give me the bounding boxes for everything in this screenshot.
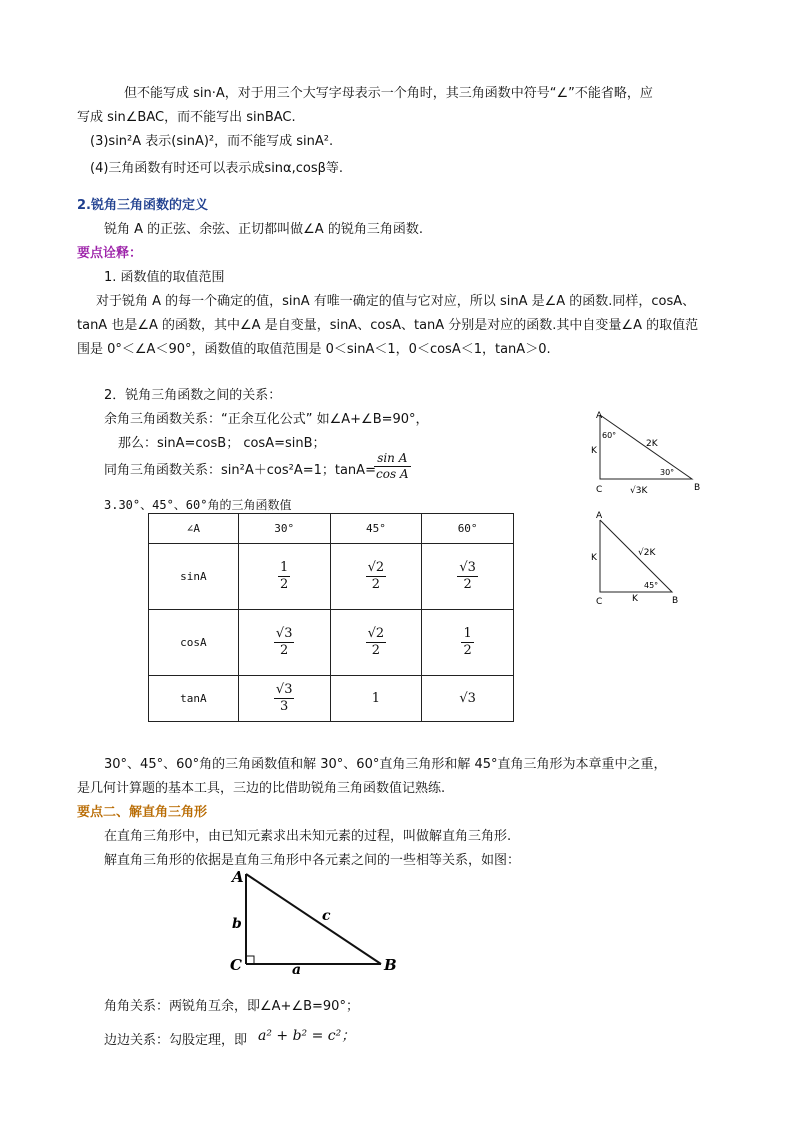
table-header-row xyxy=(149,514,514,544)
angle-b-label: 30° xyxy=(660,468,675,477)
vertex-c-label: C xyxy=(596,597,603,607)
table-header-cell: 45° xyxy=(330,514,422,544)
sub-heading: 1. 函数值的取值范围 xyxy=(104,270,225,285)
frac-den: 2 xyxy=(463,643,472,658)
frac-num: √2 xyxy=(366,626,387,643)
table-cell: √3 xyxy=(422,676,514,722)
vertex-b-label: B xyxy=(384,956,397,974)
vertex-b-label: B xyxy=(694,483,701,493)
row-label: tanA xyxy=(149,676,239,722)
table-cell xyxy=(238,544,330,610)
text-line: 是几何计算题的基本工具，三边的比借助锐角三角函数值记熟练. xyxy=(77,781,446,796)
leg-label: K xyxy=(591,553,597,563)
table-header-cell: 60° xyxy=(422,514,514,544)
text-line: 角角关系：两锐角互余，即∠A+∠B=90°； xyxy=(104,999,359,1014)
text-line: 解直角三角形的依据是直角三角形中各元素之间的一些相等关系，如图： xyxy=(104,853,521,868)
leg-label: K xyxy=(591,446,597,456)
pythagorean-formula: a² + b² = c²； xyxy=(258,1028,356,1044)
frac-num: √3 xyxy=(274,682,295,699)
text-line: 同角三角函数关系：sin²A＋cos²A=1；tanA= xyxy=(104,463,376,478)
section-heading: 2.锐角三角函数的定义 xyxy=(77,198,208,213)
table-cell xyxy=(422,610,514,676)
triangle-45-45-90 xyxy=(588,508,688,608)
text-line: (4)三角函数有时还可以表示成sinα,cosβ等. xyxy=(90,161,344,176)
side-a-label: a xyxy=(292,962,302,978)
text-line: (3)sin²A 表示(sinA)²，而不能写成 sinA². xyxy=(90,134,334,149)
hypotenuse-label: 2K xyxy=(646,439,658,449)
text-line: 那么：sinA=cosB； cosA=sinB； xyxy=(118,436,326,451)
section-heading: 要点二、解直角三角形 xyxy=(77,805,208,820)
frac-num: 1 xyxy=(278,560,290,577)
tan-numerator: sin A xyxy=(374,451,411,467)
table-row xyxy=(149,610,514,676)
frac-num: √2 xyxy=(366,560,387,577)
triangle-30-60-90 xyxy=(588,405,708,500)
right-triangle-abc xyxy=(226,866,406,978)
vertex-a-label: A xyxy=(596,511,603,521)
table-cell xyxy=(238,676,330,722)
text-line: tanA 也是∠A 的函数，其中∠A 是自变量，sinA、cosA、tanA 分别是对应的函数.其中自变量∠A 的取值范 xyxy=(77,318,699,333)
text-line: 锐角 A 的正弦、余弦、正切都叫做∠A 的锐角三角函数. xyxy=(104,222,423,237)
text-line: 写成 sin∠BAC，而不能写出 sinBAC. xyxy=(77,110,296,125)
table-row xyxy=(149,544,514,610)
table-cell xyxy=(330,610,422,676)
vertex-b-label: B xyxy=(672,596,679,606)
table-cell xyxy=(422,544,514,610)
frac-num: √3 xyxy=(274,626,295,643)
vertex-a-label: A xyxy=(232,868,244,886)
row-label: sinA xyxy=(149,544,239,610)
hypotenuse-label: √2K xyxy=(638,548,656,558)
text-line: 在直角三角形中，由已知元素求出未知元素的过程，叫做解直角三角形. xyxy=(104,829,512,844)
sub-heading: 2．锐角三角函数之间的关系： xyxy=(104,388,282,403)
vertex-a-label: A xyxy=(596,411,603,421)
text-line: 边边关系：勾股定理，即 xyxy=(104,1033,248,1048)
table-cell xyxy=(330,544,422,610)
side-c-label: c xyxy=(322,908,331,924)
trig-value-table xyxy=(148,513,514,722)
sub-heading: 3.30°、45°、60°角的三角函数值 xyxy=(104,498,292,512)
tan-fraction xyxy=(374,451,411,482)
text-line: 但不能写成 sin·A，对于用三个大写字母表示一个角时，其三角函数中符号“∠”不能省略，应 xyxy=(124,86,653,101)
table-cell: 1 xyxy=(330,676,422,722)
frac-den: 2 xyxy=(463,577,472,592)
table-header-cell: ∠A xyxy=(149,514,239,544)
base-label: √3K xyxy=(630,486,648,496)
table-header-cell: 30° xyxy=(238,514,330,544)
text-line: 30°、45°、60°角的三角函数值和解 30°、60°直角三角形和解 45°直角三角形为本章重中之重， xyxy=(104,757,667,772)
note-heading: 要点诠释： xyxy=(77,246,143,261)
side-b-label: b xyxy=(232,916,242,932)
angle-a-label: 60° xyxy=(602,431,617,440)
base-label: K xyxy=(632,594,638,604)
row-label: cosA xyxy=(149,610,239,676)
frac-den: 2 xyxy=(280,577,289,592)
frac-num: 1 xyxy=(461,626,473,643)
vertex-c-label: C xyxy=(596,485,603,495)
text-line: 围是 0°＜∠A＜90°，函数值的取值范围是 0＜sinA＜1，0＜cosA＜1，tanA＞0. xyxy=(77,342,551,357)
vertex-c-label: C xyxy=(230,956,242,974)
frac-num: √3 xyxy=(457,560,478,577)
frac-den: 2 xyxy=(280,643,289,658)
table-cell xyxy=(238,610,330,676)
text-line: 对于锐角 A 的每一个确定的值，sinA 有唯一确定的值与它对应，所以 sinA 是∠A 的函数.同样，cosA、 xyxy=(96,294,696,309)
text-line: 余角三角函数关系：“正余互化公式” 如∠A+∠B=90°， xyxy=(104,412,429,427)
frac-den: 3 xyxy=(280,699,289,714)
frac-den: 2 xyxy=(371,577,381,592)
angle-b-label: 45° xyxy=(644,581,659,590)
frac-den: 2 xyxy=(371,643,381,658)
tan-denominator: cos A xyxy=(376,467,409,481)
table-row xyxy=(149,676,514,722)
